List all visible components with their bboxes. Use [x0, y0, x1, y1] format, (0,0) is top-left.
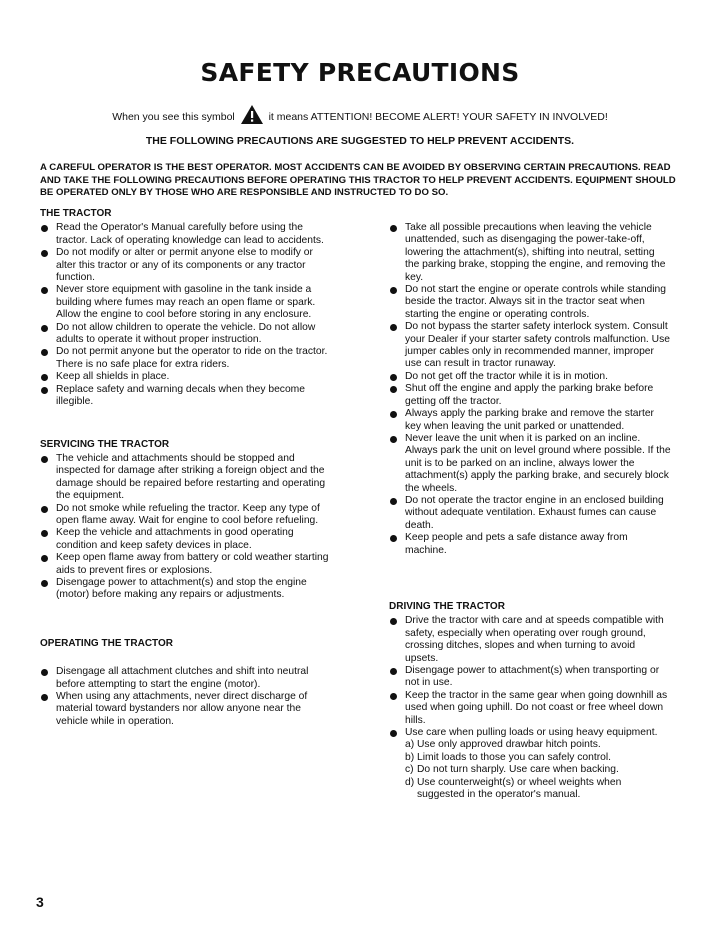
right-column	[389, 222, 671, 801]
list-item: Do not start the engine or operate controls while standing beside the tractor. Always sit in the tractor seat when starting the engine or operating controls.	[389, 284, 671, 321]
sub-list-item: d) Use counterweight(s) or wheel weights when suggested in the operator's manual.	[405, 776, 622, 801]
tractor-continued-list	[389, 222, 671, 557]
list-item: Do not permit anyone but the operator to ride on the tractor. There is no safe place for extra riders.	[40, 346, 330, 371]
list-item: Do not operate the tractor engine in an enclosed building without adequate ventilation. Exhaust fumes can cause death.	[389, 495, 671, 532]
bullet-icon	[390, 730, 397, 737]
bullet-icon	[390, 535, 397, 542]
bullet-icon	[41, 287, 48, 294]
left-column	[40, 208, 330, 728]
driving-list	[389, 615, 671, 739]
bullet-icon	[41, 669, 48, 676]
list-item: Always apply the parking brake and remove the starter key when leaving the unit parked or unattended.	[389, 408, 671, 433]
sub-list-item: a) Use only approved drawbar hitch points.	[405, 739, 601, 751]
list-item: Do not modify or alter or permit anyone else to modify or alter this tractor or any of its components or any tractor function.	[40, 247, 330, 284]
list-item: Keep all shields in place.	[40, 371, 330, 383]
list-item: Disengage power to attachment(s) and stop the engine (motor) before making any repairs or adjustments.	[40, 577, 330, 602]
bullet-icon	[41, 374, 48, 381]
list-item: Do not allow children to operate the vehicle. Do not allow adults to operate it without proper instruction.	[40, 322, 330, 347]
section-heading-the-tractor: THE TRACTOR	[40, 208, 112, 219]
precautions-subheading: THE FOLLOWING PRECAUTIONS ARE SUGGESTED TO HELP PREVENT ACCIDENTS.	[145, 135, 575, 147]
list-item: The vehicle and attachments should be stopped and inspected for damage after striking a foreign object and the damage should be repaired before restarting and operating the equipment.	[40, 453, 330, 503]
list-item: When using any attachments, never direct discharge of material toward bystanders nor allow anyone near the vehicle while in operation.	[40, 691, 330, 728]
page-title: SAFETY PRECAUTIONS	[200, 58, 520, 87]
section-heading-operating: OPERATING THE TRACTOR	[40, 637, 173, 649]
list-item: Disengage power to attachment(s) when transporting or not in use.	[389, 665, 671, 690]
bullet-icon	[390, 693, 397, 700]
list-item: Replace safety and warning decals when they become illegible.	[40, 384, 330, 409]
bullet-icon	[41, 387, 48, 394]
warning-triangle-icon	[240, 104, 264, 128]
list-item: Never leave the unit when it is parked on an incline. Always park the unit on level ground where possible. If the unit is to be parked on an incline, always lower the attachment(s) apply the parking brake, and securely block the wheels.	[389, 433, 671, 495]
bullet-icon	[41, 325, 48, 332]
servicing-list	[40, 453, 330, 602]
list-item: Never store equipment with gasoline in the tank inside a building where fumes may reach an open flame or spark. Allow the engine to cool before storing in any enclosure.	[40, 284, 330, 321]
section-heading-driving: DRIVING THE TRACTOR	[389, 600, 505, 612]
list-item: Disengage all attachment clutches and shift into neutral before attempting to start the engine (motor).	[40, 666, 330, 691]
operating-list	[40, 666, 330, 728]
intro-paragraph: A CAREFUL OPERATOR IS THE BEST OPERATOR. MOST ACCIDENTS CAN BE AVOIDED BY OBSERVING CERTAIN PRECAUTIONS. READ AND TAKE THE FOLLOWING PRECAUTIONS BEFORE OPERATING THIS TRACTOR TO HELP PREVENT ACCIDENTS. EQUIPMENT SHOULD BE OPERATED ONLY BY THOSE WHO ARE RESPONSIBLE AND INSTRUCTED TO DO SO.	[40, 162, 676, 198]
bullet-icon	[41, 349, 48, 356]
list-item: Read the Operator's Manual carefully before using the tractor. Lack of operating knowledge can lead to accidents.	[40, 222, 330, 247]
bullet-icon	[390, 225, 397, 232]
bullet-icon	[41, 506, 48, 513]
bullet-icon	[390, 411, 397, 418]
sub-list-item: b) Limit loads to those you can safely control.	[405, 751, 612, 763]
bullet-icon	[390, 324, 397, 331]
bullet-icon	[41, 555, 48, 562]
symbol-explanation	[0, 104, 720, 128]
bullet-icon	[41, 530, 48, 537]
the-tractor-list	[40, 222, 330, 408]
bullet-icon	[41, 250, 48, 257]
list-item: Do not smoke while refueling the tractor. Keep any type of open flame away. Wait for engine to cool before refueling.	[40, 503, 330, 528]
section-heading-servicing: SERVICING THE TRACTOR	[40, 438, 170, 450]
list-item: Keep the vehicle and attachments in good operating condition and keep safety devices in place.	[40, 527, 330, 552]
list-item: Take all possible precautions when leaving the vehicle unattended, such as disengaging the power-take-off, lowering the attachment(s), shifting into neutral, setting the parking brake, stopping the engine, and removing the key.	[389, 222, 671, 284]
list-item: Keep people and pets a safe distance away from machine.	[389, 532, 671, 557]
list-item: Keep open flame away from battery or cold weather starting aids to prevent fires or explosions.	[40, 552, 330, 577]
bullet-icon	[390, 618, 397, 625]
sub-list-item: c) Do not turn sharply. Use care when backing.	[405, 764, 619, 776]
bullet-icon	[390, 436, 397, 443]
bullet-icon	[390, 374, 397, 381]
symbol-text-after: it means ATTENTION! BECOME ALERT! YOUR SAFETY IN INVOLVED!	[268, 111, 608, 123]
bullet-icon	[390, 668, 397, 675]
bullet-icon	[390, 498, 397, 505]
list-item: Use care when pulling loads or using heavy equipment.	[389, 727, 671, 739]
list-item: Do not bypass the starter safety interlock system. Consult your Dealer if your starter safety controls malfunction. Use jumper cables only in recommended manner, improper use can result in tractor runaway.	[389, 321, 671, 371]
driving-sub-list	[389, 739, 671, 801]
bullet-icon	[390, 386, 397, 393]
bullet-icon	[41, 225, 48, 232]
bullet-icon	[41, 456, 48, 463]
list-item: Do not get off the tractor while it is in motion.	[389, 371, 671, 383]
symbol-text-before: When you see this symbol	[112, 111, 235, 123]
bullet-icon	[390, 287, 397, 294]
list-item: Drive the tractor with care and at speeds compatible with safety, especially when operating over rough ground, crossing ditches, slopes and when turning to avoid upsets.	[389, 615, 671, 665]
bullet-icon	[41, 580, 48, 587]
page-number: 3	[36, 894, 44, 910]
bullet-icon	[41, 694, 48, 701]
list-item: Keep the tractor in the same gear when going downhill as used when going uphill. Do not coast or free wheel down hills.	[389, 690, 671, 727]
list-item: Shut off the engine and apply the parking brake before getting off the tractor.	[389, 383, 671, 408]
